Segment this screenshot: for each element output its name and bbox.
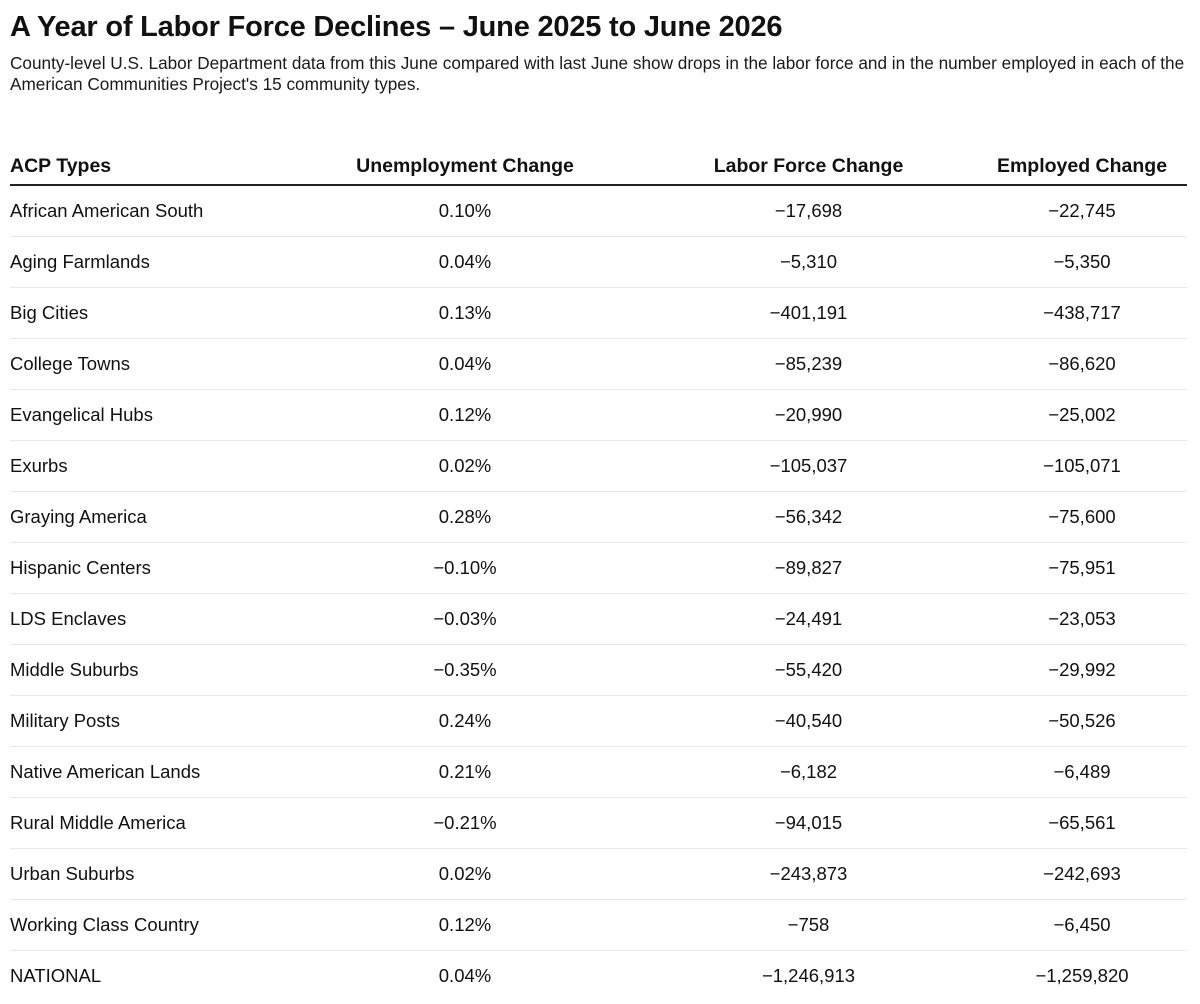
- header-row: [10, 138, 1187, 185]
- table-row: [10, 594, 1187, 645]
- employed-change-cell: −438,717: [977, 288, 1187, 339]
- acp-type-cell: Aging Farmlands: [10, 237, 290, 288]
- table-row: [10, 798, 1187, 849]
- unemployment-change-cell: 0.04%: [438, 965, 492, 986]
- labor-force-change-cell: −758: [640, 900, 977, 951]
- acp-type-cell: African American South: [10, 185, 290, 237]
- table-row: [10, 900, 1187, 951]
- unemployment-change-cell: 0.04%: [290, 237, 640, 288]
- table-row: [10, 237, 1187, 288]
- labor-force-change-cell: −40,540: [640, 696, 977, 747]
- labor-force-change-cell: −17,698: [640, 185, 977, 237]
- employed-change-cell: −5,350: [977, 237, 1187, 288]
- employed-change-cell: −23,053: [977, 594, 1187, 645]
- unemployment-change-cell: 0.28%: [290, 492, 640, 543]
- labor-force-change-cell: −85,239: [640, 339, 977, 390]
- unemployment-change-cell: 0.04%: [290, 339, 640, 390]
- labor-force-change-cell: −89,827: [640, 543, 977, 594]
- labor-force-change-cell: −20,990: [640, 390, 977, 441]
- employed-change-cell: −25,002: [977, 390, 1187, 441]
- labor-force-change-cell: −243,873: [640, 849, 977, 900]
- unemployment-change-cell: 0.12%: [290, 390, 640, 441]
- unemployment-change-cell: −0.35%: [290, 645, 640, 696]
- acp-type-cell: LDS Enclaves: [10, 594, 290, 645]
- employed-change-cell: −50,526: [977, 696, 1187, 747]
- employed-change-cell: −6,450: [977, 900, 1187, 951]
- labor-force-change-cell: −56,342: [640, 492, 977, 543]
- table-row: [10, 645, 1187, 696]
- labor-force-change-cell: −401,191: [640, 288, 977, 339]
- acp-type-cell: Working Class Country: [10, 900, 290, 951]
- employed-change-cell: −105,071: [977, 441, 1187, 492]
- acp-type-cell: Hispanic Centers: [10, 543, 290, 594]
- unemployment-change-cell: −0.10%: [290, 543, 640, 594]
- labor-force-change-cell: −5,310: [640, 237, 977, 288]
- employed-change-cell: −86,620: [977, 339, 1187, 390]
- table-body: [10, 185, 1187, 1001]
- acp-type-cell: Big Cities: [10, 288, 290, 339]
- acp-type-cell: Graying America: [10, 492, 290, 543]
- page-title: A Year of Labor Force Declines – June 2025 to June 2026: [10, 11, 783, 43]
- unemployment-change-cell: 0.02%: [290, 849, 640, 900]
- employed-change-cell: −22,745: [977, 185, 1187, 237]
- unemployment-change-cell: 0.12%: [290, 900, 640, 951]
- column-header-unemployment-change: Unemployment Change: [290, 138, 640, 185]
- labor-force-change-cell: −6,182: [640, 747, 977, 798]
- employed-change-cell: −6,489: [977, 747, 1187, 798]
- employed-change-cell: −65,561: [977, 798, 1187, 849]
- employed-change-cell: −1,259,820: [1035, 965, 1129, 986]
- table-row: [10, 492, 1187, 543]
- employed-change-cell: −75,600: [977, 492, 1187, 543]
- table-row: [10, 339, 1187, 390]
- unemployment-change-cell: 0.21%: [290, 747, 640, 798]
- labor-force-change-cell: −55,420: [640, 645, 977, 696]
- column-header-labor-force-change: Labor Force Change: [640, 138, 977, 185]
- unemployment-change-cell: 0.02%: [290, 441, 640, 492]
- unemployment-change-cell: 0.13%: [290, 288, 640, 339]
- employed-change-cell: −29,992: [977, 645, 1187, 696]
- labor-force-change-cell: −24,491: [640, 594, 977, 645]
- table-header: [10, 138, 1187, 185]
- table-row: [10, 390, 1187, 441]
- labor-force-table: [10, 138, 1187, 1001]
- unemployment-change-cell: −0.21%: [290, 798, 640, 849]
- acp-type-cell: Military Posts: [10, 696, 290, 747]
- page-subtitle: County-level U.S. Labor Department data from this June compared with last June show drops in the labor force and in the number employed in each of the American Communities Project's 15 community types.: [10, 53, 1185, 94]
- labor-force-change-cell: −1,246,913: [761, 965, 856, 986]
- table-row: [10, 288, 1187, 339]
- labor-force-change-cell: −105,037: [640, 441, 977, 492]
- acp-type-cell: Evangelical Hubs: [10, 390, 290, 441]
- unemployment-change-cell: 0.10%: [290, 185, 640, 237]
- table-row: [10, 543, 1187, 594]
- employed-change-cell: −242,693: [977, 849, 1187, 900]
- table-row: [10, 696, 1187, 747]
- table-row: [10, 441, 1187, 492]
- acp-type-cell: College Towns: [10, 339, 290, 390]
- table-row: [10, 849, 1187, 900]
- unemployment-change-cell: −0.03%: [290, 594, 640, 645]
- employed-change-cell: −75,951: [977, 543, 1187, 594]
- acp-type-cell: Exurbs: [10, 441, 290, 492]
- column-header-acp-types: ACP Types: [10, 138, 290, 185]
- acp-type-cell: NATIONAL: [10, 965, 102, 986]
- labor-force-change-cell: −94,015: [640, 798, 977, 849]
- acp-type-cell: Middle Suburbs: [10, 645, 290, 696]
- table-row: [10, 185, 1187, 237]
- table-row: [10, 951, 1187, 1002]
- acp-type-cell: Urban Suburbs: [10, 849, 290, 900]
- acp-type-cell: Rural Middle America: [10, 798, 290, 849]
- column-header-employed-change: Employed Change: [977, 138, 1187, 185]
- unemployment-change-cell: 0.24%: [290, 696, 640, 747]
- table-row: [10, 747, 1187, 798]
- acp-type-cell: Native American Lands: [10, 747, 290, 798]
